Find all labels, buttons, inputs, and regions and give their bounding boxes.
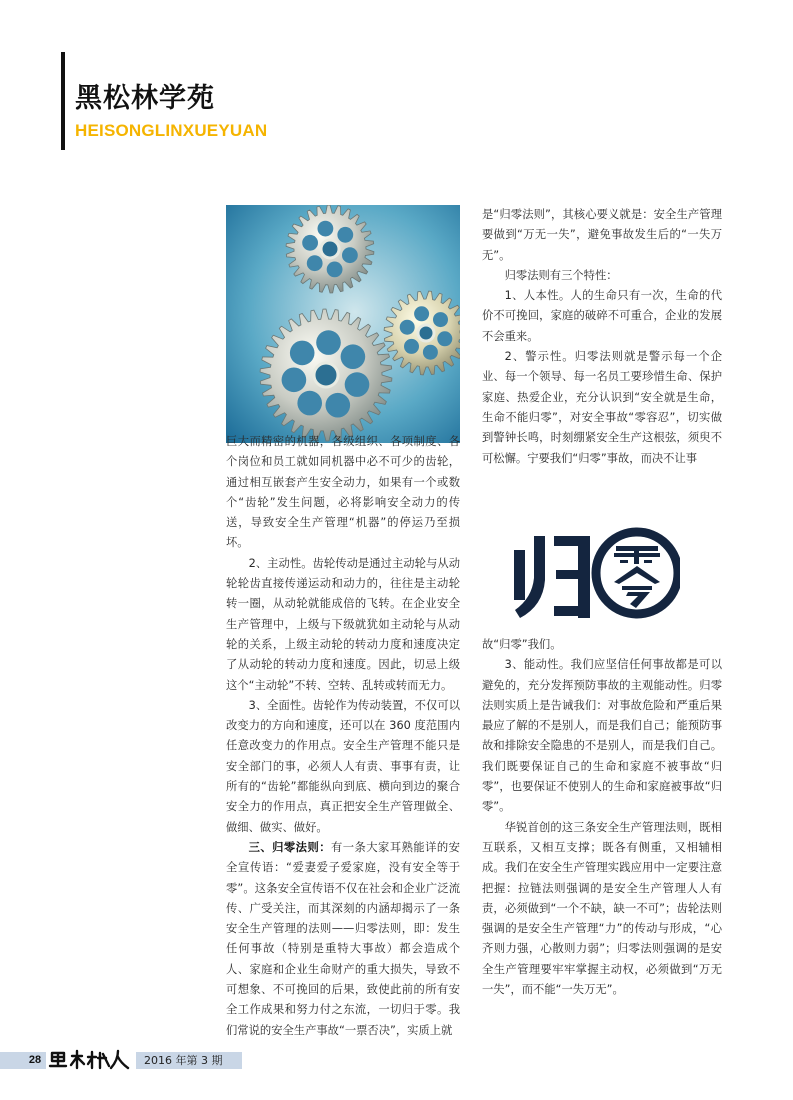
paragraph: 3、全面性。齿轮作为传动装置，不仅可以改变力的方向和速度，还可以在 360 度范围内任意改变力的作用点。安全生产管理不能只是安全部门的事，必须人人有责、事事有责，让所有的“齿轮”都能纵向到底、横向到边的聚合安全力的作用点，真正把安全生产管理做全、做细、做实、做好。 bbox=[226, 698, 460, 834]
article-column-right-bottom bbox=[482, 635, 722, 1000]
column-title: 黑松林学苑 bbox=[75, 83, 215, 114]
paragraph: 故“归零”我们。 bbox=[482, 638, 562, 651]
page-number: 28 bbox=[24, 1052, 46, 1069]
paragraph: 巨大而精密的机器，各级组织、各项制度、各个岗位和员工就如同机器中必不可少的齿轮，通过相互嵌套产生安全动力，如果有一个或数个“齿轮”发生问题，必将影响安全动力的传送，导致安全生产管理“机器”的停运乃至损坏。 bbox=[226, 435, 460, 550]
paragraph: 3、能动性。我们应坚信任何事故都是可以避免的，充分发挥预防事故的主观能动性。归零法则实质上是告诫我们：对事故危险和严重后果最应了解的不是别人，而是我们自己；能预防事故和排除安全隐患的不是别人，而是我们自己。我们既要保证自己的生命和家庭不被事故“归零”，也要保证不使别人的生命和家庭被事故“归零”。 bbox=[482, 658, 722, 814]
magazine-logo bbox=[48, 1048, 130, 1070]
footer-accent-bar bbox=[0, 1052, 24, 1069]
page-footer bbox=[0, 1052, 793, 1069]
column-subtitle: HEISONGLINXUEYUAN bbox=[75, 121, 268, 140]
column-accent-bar bbox=[61, 52, 65, 150]
paragraph: 华锐首创的这三条安全生产管理法则，既相互联系，又相互支撑；既各有侧重，又相辅相成。我们在安全生产管理实践应用中一定要注意把握：拉链法则强调的是安全生产管理人人有责，必须做到“一个不缺，缺一不可”；齿轮法则强调的是安全生产管理“力”的传动与形成，“心齐则力强，心散则力弱”；归零法则强调的是安全生产管理要牢牢掌握主动权，必须做到“万无一失”，而不能“一失万无”。 bbox=[482, 820, 722, 997]
gears-photo bbox=[226, 205, 460, 443]
paragraph: 2、警示性。归零法则就是警示每一个企业、每一个领导、每一名员工要珍惜生命、保护家庭、热爱企业，充分认识到“安全就是生命，生命不能归零”，对安全事故“零容忍”，切实做到警钟长鸣，时刻绷紧安全生产这根弦，须臾不可松懈。宁要我们“归零”事故，而决不让事 bbox=[482, 350, 722, 465]
paragraph-text: 有一条大家耳熟能详的安全宣传语：“爱妻爱子爱家庭，没有安全等于零”。这条安全宣传语不仅在社会和企业广泛流传、广受关注，而其深刻的内涵却揭示了一条安全生产管理的法则——归零法则，即：发生任何事故（特别是重特大事故）都会造成个人、家庭和企业生命财产的重大损失，导致不可想象、不可挽回的后果，致使此前的所有安全工作成果和努力付之东流，一切归于零。我们常说的安全生产事故“一票否决”，实质上就 bbox=[226, 840, 460, 1037]
issue-label: 2016 年第 3 期 bbox=[136, 1052, 242, 1069]
article-column-right-top bbox=[482, 205, 722, 469]
section-heading: 三、归零法则： bbox=[248, 840, 331, 854]
paragraph bbox=[226, 838, 460, 1041]
guiling-logo bbox=[510, 522, 680, 622]
paragraph: 归零法则有三个特性： bbox=[504, 268, 618, 282]
paragraph: 是“归零法则”，其核心要义就是：安全生产管理要做到“万无一失”，避免事故发生后的“一失万无”。 bbox=[482, 208, 722, 262]
article-column-left bbox=[226, 432, 460, 1041]
paragraph: 2、主动性。齿轮传动是通过主动轮与从动轮轮齿直接传递运动和动力的，往往是主动轮转一圈，从动轮就能成倍的飞转。在企业安全生产管理中，上级与下级就犹如主动轮与从动轮的关系，上级主动轮的转动力度和速度决定了从动轮的转动力度和速度。因此，切忌上级这个“主动轮”不转、空转、乱转或转而无力。 bbox=[226, 556, 460, 692]
paragraph: 1、人本性。人的生命只有一次，生命的代价不可挽回，家庭的破碎不可重合，企业的发展不会重来。 bbox=[482, 289, 722, 343]
